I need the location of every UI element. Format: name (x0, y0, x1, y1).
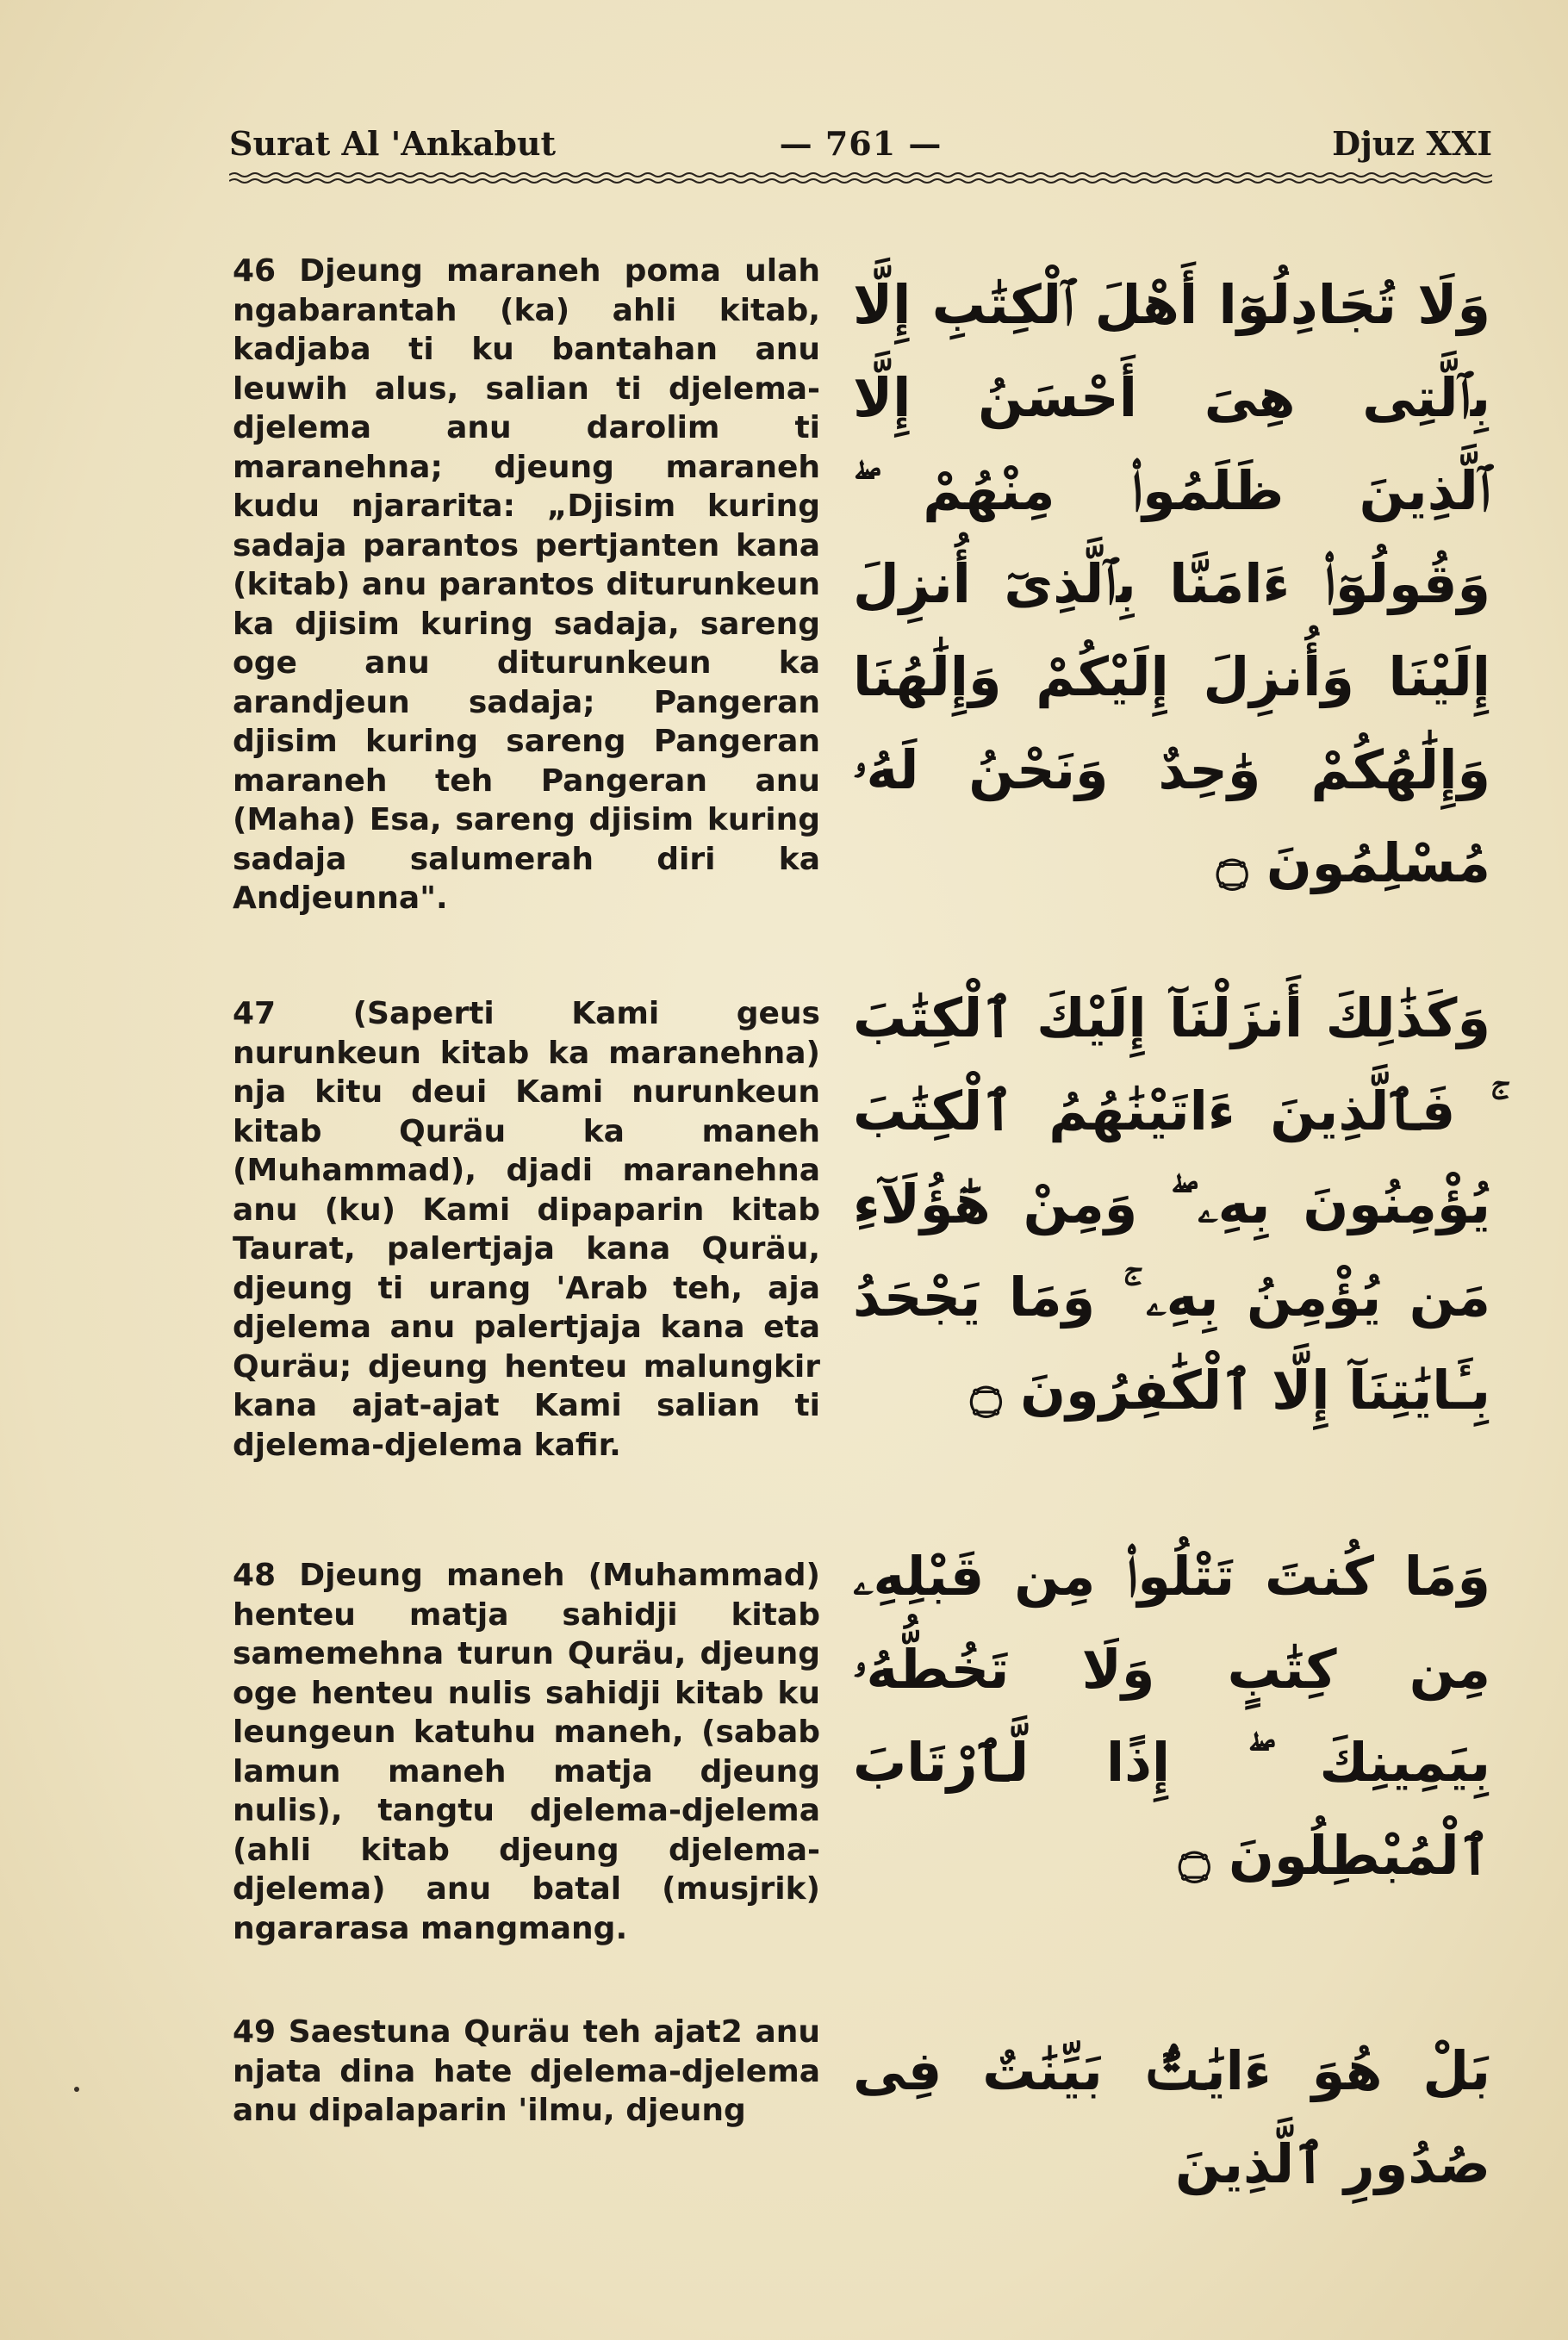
verse-47-translation: 47 (Saperti Kami geus nurunkeun kitab ka maranehna) nja kitu deui Kami nurunkeun kitab Quräu ka maneh (Muhammad), djadi maranehna anu (ku) Kami dipaparin kitab Taurat, palertjaja kana Quräu, djeung ti urang 'Arab teh, aja djelema anu palertjaja kana eta Quräu; djeung henteu malungkir kana ajat-ajat Kami salian ti djelema-djelema kafir. (233, 996, 820, 1463)
verse-46-translation: 46 Djeung maraneh poma ulah ngabarantah (ka) ahli kitab, kadjaba ti ku bantahan anu leuwih alus, salian ti djelema-djelema anu darolim ti maranehna; djeung maraneh kudu njararita: „Djisim kuring sadaja parantos pertjanten kana (kitab) anu parantos diturunkeun ka djisim kuring sadaja, sareng oge anu diturunkeun ka arandjeun sadaja; Pangeran djisim kuring sareng Pangeran maraneh teh Pangeran anu (Maha) Esa, sareng djisim kuring sadaja salumerah diri ka Andjeunna". (233, 253, 820, 916)
verse-49-arabic: بَلْ هُوَ ءَايَٰتٌۢ بَيِّنَٰتٌ فِى صُدُورِ ٱلَّذِينَ (853, 2039, 1490, 2195)
header-wavy-rule (229, 171, 1492, 186)
juz-label: Djuz XXI (1332, 124, 1492, 163)
print-speck (74, 2087, 79, 2092)
verse-49-translation: 49 Saestuna Quräu teh ajat2 anu njata dina hate djelema-djelema anu dipalaparin 'ilmu, djeung (233, 2014, 820, 2128)
page-header (229, 119, 1492, 171)
verse-47-arabic: وَكَذَٰلِكَ أَنزَلْنَآ إِلَيْكَ ٱلْكِتَٰبَ ۚ فَٱلَّذِينَ ءَاتَيْنَٰهُمُ ٱلْكِتَٰبَ يُؤْمِنُونَ بِهِۦ ۖ وَمِنْ هَٰٓؤُلَآءِ مَن يُؤْمِنُ بِهِۦ ۚ وَمَا يَجْحَدُ بِـَٔايَٰتِنَآ إِلَّا ٱلْكَٰفِرُونَ ۝ (853, 986, 1490, 1422)
surah-title: Surat Al 'Ankabut (229, 124, 557, 163)
page-number: — 761 — (779, 124, 943, 163)
verse-48-translation: 48 Djeung maneh (Muhammad) henteu matja sahidji kitab samemehna turun Quräu, djeung oge henteu nulis sahidji kitab ku leungeun katuhu maneh, (sabab lamun maneh matja djeung nulis), tangtu djelema-djelema (ahli kitab djeung djelema-djelema) anu batal (musjrik) ngararasa mangmang. (233, 1558, 820, 1946)
verse-46-arabic: وَلَا تُجَادِلُوٓا أَهْلَ ٱلْكِتَٰبِ إِلَّا بِٱلَّتِى هِىَ أَحْسَنُ إِلَّا ٱلَّذِينَ ظَلَمُوا۟ مِنْهُمْ ۖ وَقُولُوٓا۟ ءَامَنَّا بِٱلَّذِىٓ أُنزِلَ إِلَيْنَا وَأُنزِلَ إِلَيْكُمْ وَإِلَٰهُنَا وَإِلَٰهُكُمْ وَٰحِدٌ وَنَحْنُ لَهُۥ مُسْلِمُونَ ۝ (853, 273, 1490, 894)
verse-48-arabic: وَمَا كُنتَ تَتْلُوا۟ مِن قَبْلِهِۦ مِن كِتَٰبٍ وَلَا تَخُطُّهُۥ بِيَمِينِكَ ۖ إِذًا لَّٱرْتَابَ ٱلْمُبْطِلُونَ ۝ (853, 1545, 1490, 1887)
